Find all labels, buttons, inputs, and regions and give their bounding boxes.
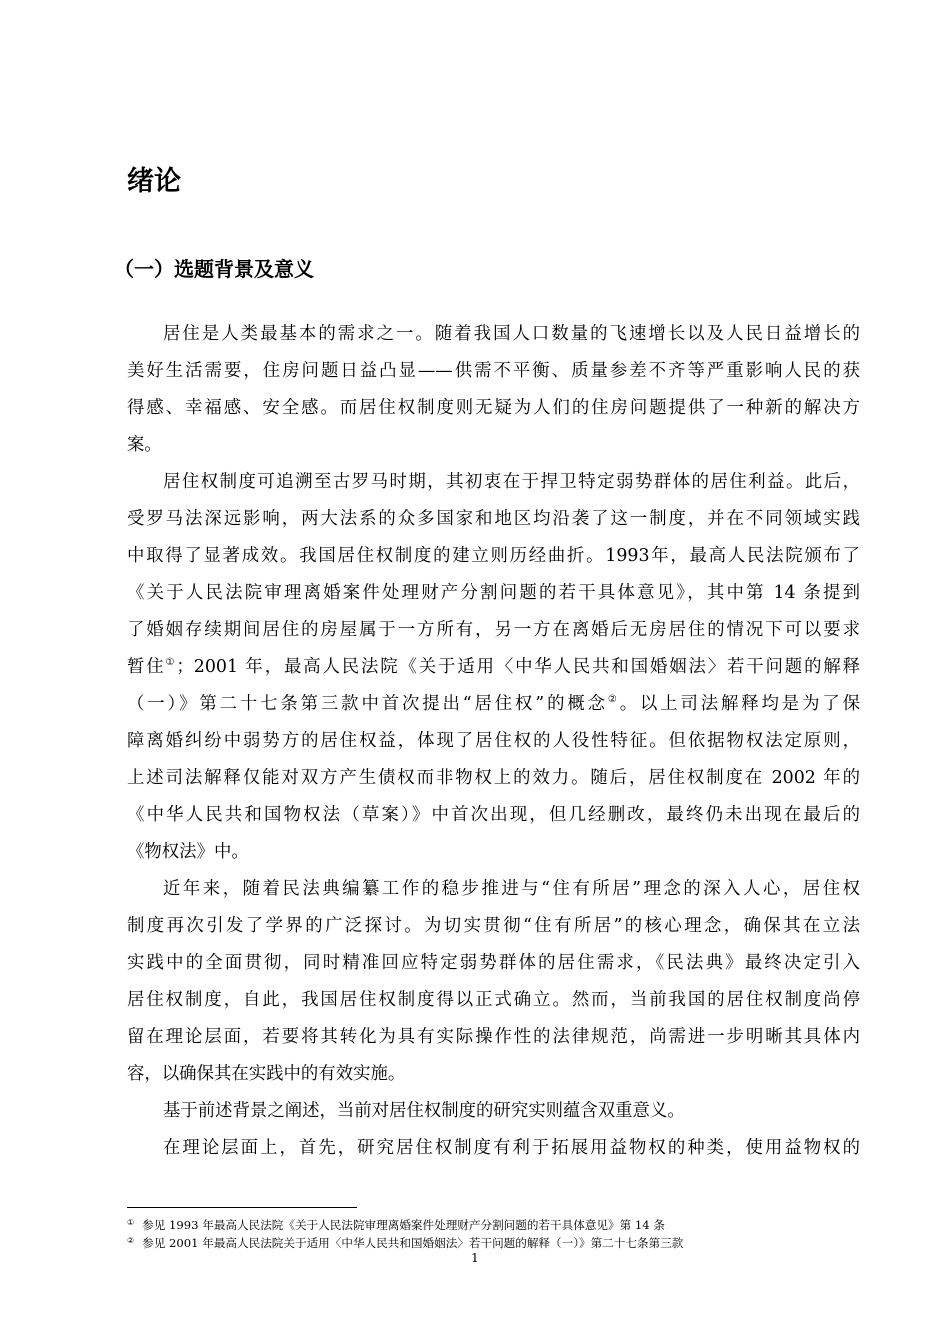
body-line: 《物权法》中。 — [127, 842, 249, 862]
body-line: 容，以确保其在实践中的有效实施。 — [127, 1064, 406, 1084]
body-line: 美好生活需要，住房问题日益凸显——供需不平衡、质量参差不齐等严重影响人民的获 — [127, 361, 860, 381]
footnote-mark: ② — [127, 1236, 135, 1245]
body-line-text: ；2001 年，最高人民法院《关于适用〈中华人民共和国婚姻法〉若干问题的解释 — [176, 657, 860, 677]
body-line: 《关于人民法院审理离婚案件处理财产分割问题的若干具体意见》，其中第 14 条提到 — [127, 583, 860, 603]
body-line: 案。 — [127, 435, 162, 455]
body-line: 了婚姻存续期间居住的房屋属于一方所有，另一方在离婚后无房居住的情况下可以要求 — [127, 620, 860, 640]
body-line — [127, 686, 860, 723]
body-line: 《中华人民共和国物权法（草案）》中首次出现，但几经删改，最终仍未出现在最后的 — [127, 805, 860, 825]
section-title: （一）选题背景及意义 — [114, 257, 314, 281]
footnote-ref-2[interactable]: ② — [607, 694, 620, 705]
body-line: 居住权制度，自此，我国居住权制度得以正式确立。然而，当前我国的居住权制度尚停 — [127, 990, 860, 1010]
body-line-text: （一）》第二十七条第三款中首次提出“居住权”的概念 — [127, 694, 608, 714]
footnote-text: 参见 1993 年最高人民法院《关于人民法院审理离婚案件处理财产分割问题的若干具体意见》第 14 条 — [142, 1218, 665, 1232]
body-line: 制度再次引发了学界的广泛探讨。为切实贯彻“住有所居”的核心理念，确保其在立法 — [127, 916, 860, 936]
body-line: 障离婚纠纷中弱势方的居住权益，体现了居住权的人役性特征。但依据物权法定原则， — [127, 731, 860, 751]
footnote-1 — [127, 1214, 665, 1232]
body-line: 留在理论层面，若要将其转化为具有实际操作性的法律规范，尚需进一步明晰其具体内 — [127, 1027, 860, 1047]
body-line: 中取得了显著成效。我国居住权制度的建立则历经曲折。1993年，最高人民法院颁布了 — [127, 546, 860, 566]
chapter-heading: 绪论 — [127, 166, 181, 197]
footnote-2 — [127, 1232, 683, 1250]
page-number: 1 — [471, 1251, 479, 1265]
body-line — [127, 649, 860, 686]
footnote-text: 参见 2001 年最高人民法院关于适用〈中华人民共和国婚姻法〉若干问题的解释（一）》第二十七条第三款 — [142, 1236, 684, 1250]
body-line-text: 暂住 — [127, 657, 166, 677]
body-line: 得感、幸福感、安全感。而居住权制度则无疑为人们的住房问题提供了一种新的解决方 — [127, 398, 860, 418]
footnote-mark: ① — [127, 1218, 135, 1227]
footnote-separator — [127, 1207, 357, 1208]
footnote-ref-1[interactable]: ① — [165, 657, 177, 668]
body-line: 受罗马法深远影响，两大法系的众多国家和地区均沿袭了这一制度，并在不同领域实践 — [127, 509, 860, 529]
body-line: 居住权制度可追溯至古罗马时期，其初衷在于捍卫特定弱势群体的居住利益。此后， — [163, 472, 860, 492]
body-line: 居住是人类最基本的需求之一。随着我国人口数量的飞速增长以及人民日益增长的 — [163, 324, 860, 344]
body-line: 在理论层面上，首先，研究居住权制度有利于拓展用益物权的种类，使用益物权的 — [163, 1138, 860, 1158]
body-line: 近年来，随着民法典编纂工作的稳步推进与“住有所居”理念的深入人心，居住权 — [163, 879, 860, 899]
body-line: 基于前述背景之阐述，当前对居住权制度的研究实则蕴含双重意义。 — [163, 1101, 685, 1121]
body-line-text: 。以上司法解释均是为了保 — [619, 694, 860, 714]
body-line: 实践中的全面贯彻，同时精准回应特定弱势群体的居住需求，《民法典》最终决定引入 — [127, 953, 860, 973]
body-line: 上述司法解释仅能对双方产生债权而非物权上的效力。随后，居住权制度在 2002 年的 — [127, 768, 860, 788]
